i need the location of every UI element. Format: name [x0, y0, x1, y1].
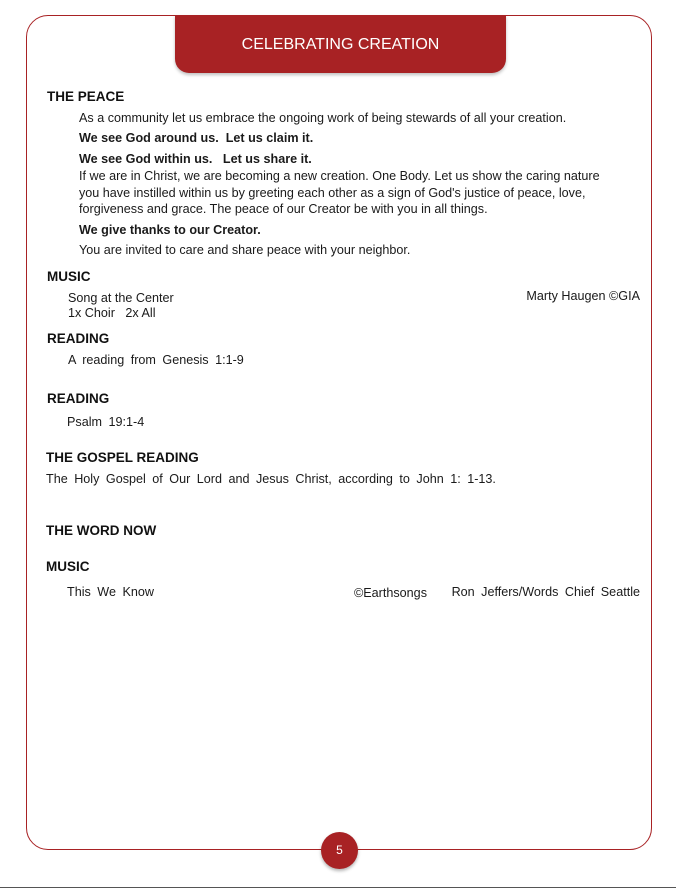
peace-response-1: We see God around us. Let us claim it.	[79, 131, 314, 145]
peace-paragraph: If we are in Christ, we are becoming a new creation. One Body. Let us show the caring nature you have instilled within us by greeting each other as a sign of God's justice of peace, love, forgiveness and grace. The peace of our Creator be with you in all things.	[79, 169, 600, 216]
gospel-heading: THE GOSPEL READING	[46, 450, 199, 465]
reading-text-2: Psalm 19:1-4	[67, 415, 145, 429]
music-arrangement: 1x Choir 2x All	[68, 306, 156, 320]
music-credit: Marty Haugen ©GIA	[526, 289, 640, 303]
reading-text: A reading from Genesis 1:1-9	[68, 353, 244, 367]
music-heading: MUSIC	[47, 269, 91, 284]
peace-closing: You are invited to care and share peace with your neighbor.	[79, 243, 411, 257]
music-song-title-2: This We Know	[67, 585, 154, 599]
word-now-heading: THE WORD NOW	[46, 523, 157, 538]
bottom-divider	[0, 887, 676, 888]
page-title: CELEBRATING CREATION	[241, 36, 440, 53]
page-number: 5	[336, 843, 343, 857]
gospel-text: The Holy Gospel of Our Lord and Jesus Christ, according to John 1: 1-13.	[46, 472, 496, 486]
peace-heading: THE PEACE	[47, 89, 125, 104]
header-tab	[175, 15, 506, 73]
peace-response-2: We see God within us. Let us share it.	[79, 152, 312, 166]
music-heading-2: MUSIC	[46, 559, 90, 574]
page-number-badge	[321, 832, 358, 869]
music-credit-2: Ron Jeffers/Words Chief Seattle	[451, 585, 640, 599]
reading-heading-2: READING	[47, 391, 110, 406]
reading-heading: READING	[47, 331, 110, 346]
music-song-title: Song at the Center	[68, 291, 174, 305]
peace-line: As a community let us embrace the ongoing work of being stewards of all your creation.	[79, 111, 567, 125]
peace-response-3: We give thanks to our Creator.	[79, 223, 261, 237]
music-copyright: ©Earthsongs	[354, 586, 427, 600]
